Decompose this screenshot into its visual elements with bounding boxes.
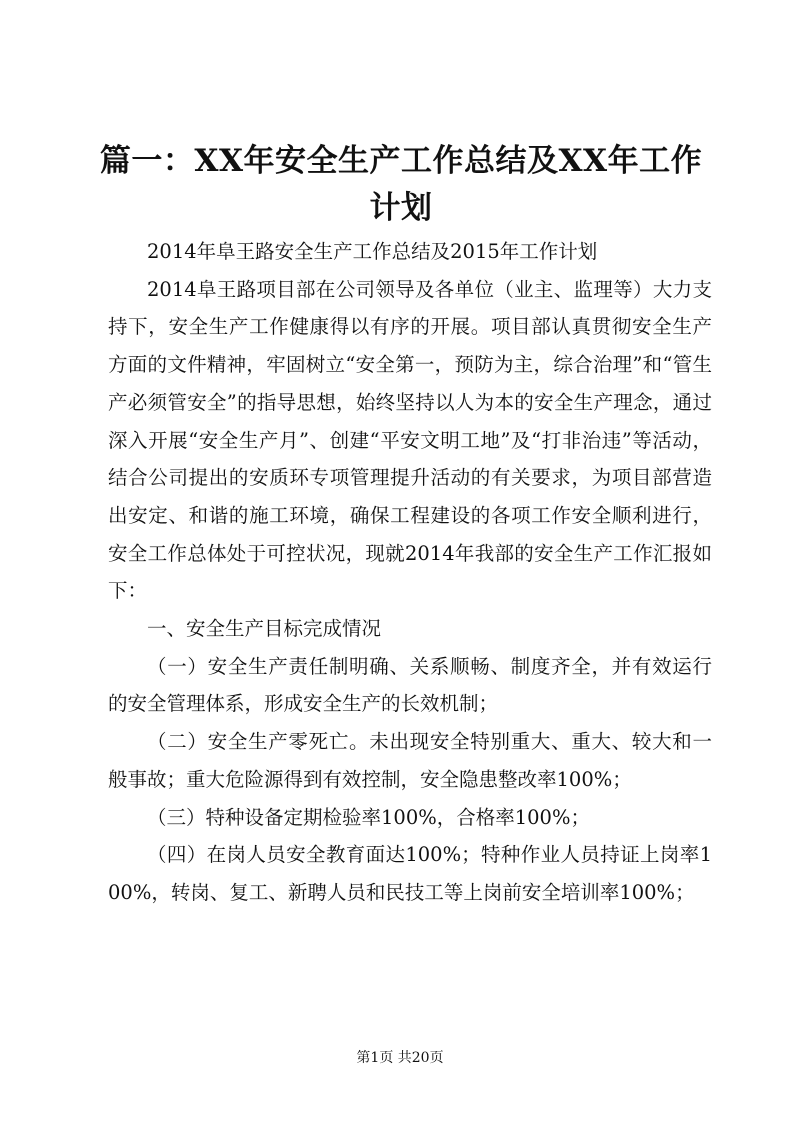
document-title: 篇一：XX年安全生产工作总结及XX年工作计划 (99, 143, 703, 226)
list-item-4: （四）在岗人员安全教育面达100%；特种作业人员持证上岗率100%，转岗、复工、新聘人员和民技工等上岗前安全培训率100%； (108, 843, 712, 904)
section-heading: 一、安全生产目标完成情况 (147, 617, 382, 641)
list-item-1: （一）安全生产责任制明确、关系顺畅、制度齐全，并有效运行的安全管理体系，形成安全生产的长效机制； (108, 654, 712, 716)
document-body (108, 233, 712, 912)
page-number-footer: 第1页 共20页 (356, 1050, 444, 1066)
list-item-2: （二）安全生产零死亡。未出现安全特别重大、重大、较大和一般事故；重大危险源得到有效控制，安全隐患整改率100%； (108, 730, 712, 791)
intro-paragraph: 2014阜王路项目部在公司领导及各单位（业主、监理等）大力支持下，安全生产工作健康得以有序的开展。项目部认真贯彻安全生产方面的文件精神，牢固树立“安全第一，预防为主，综合治理”和“管生产必须管安全”的指导思想，始终坚持以人为本的安全生产理念，通过深入开展“安全生产月”、创建“平安文明工地”及“打非治违”等活动，结合公司提出的安质环专项管理提升活动的有关要求，为项目部营造出安定、和谐的施工环境，确保工程建设的各项工作安全顺利进行，安全工作总体处于可控状况，现就2014年我部的安全生产工作汇报如下： (108, 277, 712, 603)
list-item-3: （三）特种设备定期检验率100%，合格率100%； (147, 805, 590, 829)
subtitle-paragraph: 2014年阜王路安全生产工作总结及2015年工作计划 (147, 240, 598, 263)
